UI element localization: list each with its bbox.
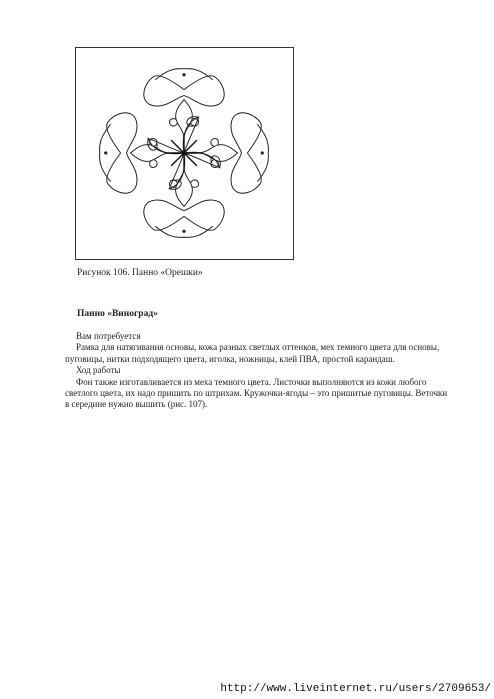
paragraph-materials-heading: Вам потребуется: [76, 331, 141, 341]
figure-frame: [75, 47, 294, 260]
ornament-illustration: [76, 48, 293, 259]
body-text: [65, 331, 453, 411]
paragraph-materials: Рамка для натягивания основы, кожа разных светлых оттенков, мех темного цвета для основы, пуговицы, нитки подходящего цвета, иголка, ножницы, клей ПВА, простой карандаш.: [65, 342, 440, 364]
section-title: Панно «Виноград»: [77, 309, 158, 319]
paragraph-steps-heading: Ход работы: [76, 365, 121, 376]
footer-url[interactable]: http://www.liveinternet.ru/users/2709653/: [220, 683, 491, 695]
figure-caption: Рисунок 106. Панно «Орешки»: [77, 268, 203, 278]
paragraph-steps: Фон также изготавливается из меха темного цвета. Листочки выполняются из кожи любого светлого цвета, их надо пришить по штрихам. Кружочки-ягоды – это пришитые пуговицы. Веточки в середине нужно вышить (рис. 107).: [65, 376, 448, 410]
